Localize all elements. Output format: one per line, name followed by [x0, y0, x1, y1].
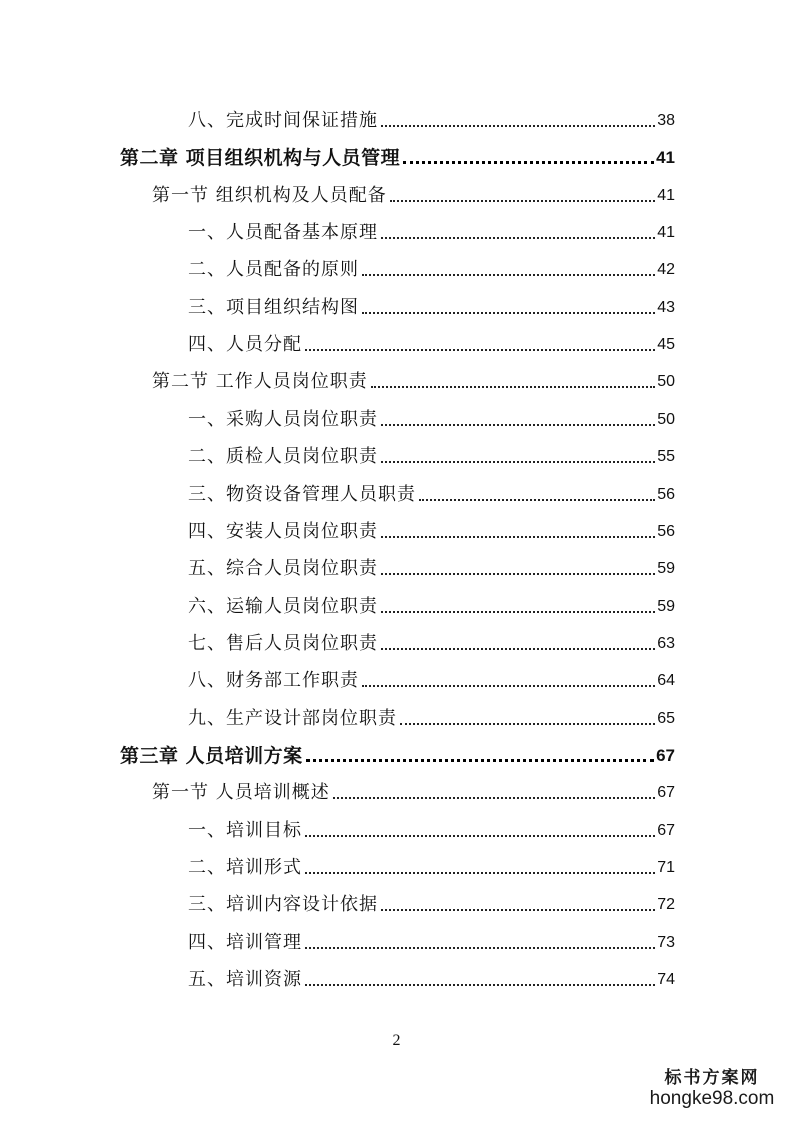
- toc-entry-page: 55: [657, 448, 675, 465]
- toc-dot-leader: [381, 611, 655, 613]
- toc-entry-section[interactable]: [152, 361, 675, 393]
- toc-entry-page: 67: [657, 784, 675, 801]
- toc-dot-leader: [403, 161, 654, 164]
- toc-entry-item[interactable]: [188, 623, 675, 655]
- toc-entry-page: 43: [657, 299, 675, 316]
- toc-entry-item[interactable]: [188, 660, 675, 692]
- toc-dot-leader: [390, 200, 655, 202]
- toc-entry-title: 三、培训内容设计依据: [188, 894, 378, 915]
- toc-entry-title: 九、生产设计部岗位职责: [188, 708, 397, 729]
- toc-entry-title: 第二节 工作人员岗位职责: [152, 371, 368, 392]
- toc-entry-page: 50: [657, 411, 675, 428]
- toc-dot-leader: [419, 499, 655, 501]
- toc-entry-title: 四、安装人员岗位职责: [188, 521, 378, 542]
- site-watermark: [647, 1068, 777, 1110]
- toc-dot-leader: [362, 312, 655, 314]
- toc-entry-item[interactable]: [188, 249, 675, 281]
- toc-entry-item[interactable]: [188, 548, 675, 580]
- toc-entry-page: 74: [657, 971, 675, 988]
- toc-entry-item[interactable]: [188, 324, 675, 356]
- toc-dot-leader: [381, 536, 655, 538]
- toc-entry-item[interactable]: [188, 474, 675, 506]
- toc-entry-chapter[interactable]: [120, 735, 675, 767]
- toc-dot-leader: [381, 125, 655, 127]
- toc-entry-title: 第一节 组织机构及人员配备: [152, 185, 387, 206]
- toc-entry-page: 41: [657, 224, 675, 241]
- toc-entry-item[interactable]: [188, 436, 675, 468]
- toc-entry-page: 56: [657, 486, 675, 503]
- toc-entry-page: 65: [657, 710, 675, 727]
- toc-entry-title: 三、项目组织结构图: [188, 297, 359, 318]
- toc-entry-title: 三、物资设备管理人员职责: [188, 484, 416, 505]
- toc-entry-page: 38: [657, 112, 675, 129]
- toc-entry-title: 二、培训形式: [188, 857, 302, 878]
- watermark-name: 标书方案网: [664, 1068, 760, 1088]
- toc-entry-page: 63: [657, 635, 675, 652]
- toc-dot-leader: [305, 947, 655, 949]
- toc-dot-leader: [362, 274, 655, 276]
- toc-entry-title: 四、人员分配: [188, 334, 302, 355]
- toc-entry-page: 50: [657, 373, 675, 390]
- toc-entry-title: 八、财务部工作职责: [188, 670, 359, 691]
- toc-entry-page: 41: [657, 187, 675, 204]
- toc-dot-leader: [306, 759, 654, 762]
- toc-entry-item[interactable]: [188, 810, 675, 842]
- toc-entry-title: 七、售后人员岗位职责: [188, 633, 378, 654]
- toc-dot-leader: [371, 386, 655, 388]
- toc-entry-title: 五、培训资源: [188, 969, 302, 990]
- toc-entry-title: 一、采购人员岗位职责: [188, 409, 378, 430]
- toc-dot-leader: [381, 909, 655, 911]
- toc-dot-leader: [333, 797, 655, 799]
- toc-entry-page: 56: [657, 523, 675, 540]
- toc-entry-chapter[interactable]: [120, 137, 675, 169]
- toc-entry-item[interactable]: [188, 399, 675, 431]
- toc-dot-leader: [305, 835, 655, 837]
- toc-entry-item[interactable]: [188, 847, 675, 879]
- toc-entry-title: 二、质检人员岗位职责: [188, 446, 378, 467]
- toc-entry-page: 71: [657, 859, 675, 876]
- toc-entry-title: 六、运输人员岗位职责: [188, 596, 378, 617]
- toc-dot-leader: [400, 723, 655, 725]
- toc-dot-leader: [381, 573, 655, 575]
- toc-dot-leader: [305, 984, 655, 986]
- toc-entry-page: 42: [657, 261, 675, 278]
- toc-dot-leader: [305, 349, 655, 351]
- toc-dot-leader: [381, 424, 655, 426]
- toc-entry-title: 二、人员配备的原则: [188, 259, 359, 280]
- toc-entry-title: 第三章 人员培训方案: [120, 745, 303, 767]
- toc-entry-item[interactable]: [188, 511, 675, 543]
- toc-entry-title: 五、综合人员岗位职责: [188, 558, 378, 579]
- toc-entry-page: 67: [656, 746, 675, 765]
- toc-entry-title: 四、培训管理: [188, 932, 302, 953]
- toc-entry-page: 45: [657, 336, 675, 353]
- toc-entry-title: 第一节 人员培训概述: [152, 782, 330, 803]
- toc-entry-item[interactable]: [188, 212, 675, 244]
- toc-dot-leader: [381, 461, 655, 463]
- toc-entry-item[interactable]: [188, 698, 675, 730]
- toc-entry-title: 一、培训目标: [188, 820, 302, 841]
- toc-entry-title: 八、完成时间保证措施: [188, 110, 378, 131]
- toc-entry-item[interactable]: [188, 287, 675, 319]
- toc-entry-item[interactable]: [188, 586, 675, 618]
- toc-entry-page: 73: [657, 934, 675, 951]
- toc-entry-title: 第二章 项目组织机构与人员管理: [120, 147, 401, 169]
- toc-entry-item[interactable]: [188, 922, 675, 954]
- toc-entry-page: 41: [656, 148, 675, 167]
- toc-entry-title: 一、人员配备基本原理: [188, 222, 378, 243]
- toc-dot-leader: [305, 872, 655, 874]
- toc-dot-leader: [381, 237, 655, 239]
- watermark-url: hongke98.com: [649, 1088, 775, 1109]
- toc-entry-section[interactable]: [152, 772, 675, 804]
- toc-entry-item[interactable]: [188, 884, 675, 916]
- toc-entry-section[interactable]: [152, 175, 675, 207]
- toc-entry-page: 67: [657, 822, 675, 839]
- toc-dot-leader: [381, 648, 655, 650]
- toc-dot-leader: [362, 685, 655, 687]
- toc-entry-page: 59: [657, 598, 675, 615]
- toc-entry-page: 72: [657, 896, 675, 913]
- page-number: 2: [392, 1032, 401, 1049]
- toc-entry-page: 64: [657, 672, 675, 689]
- toc-entry-page: 59: [657, 560, 675, 577]
- toc-entry-item[interactable]: [188, 100, 675, 132]
- toc-entry-item[interactable]: [188, 959, 675, 991]
